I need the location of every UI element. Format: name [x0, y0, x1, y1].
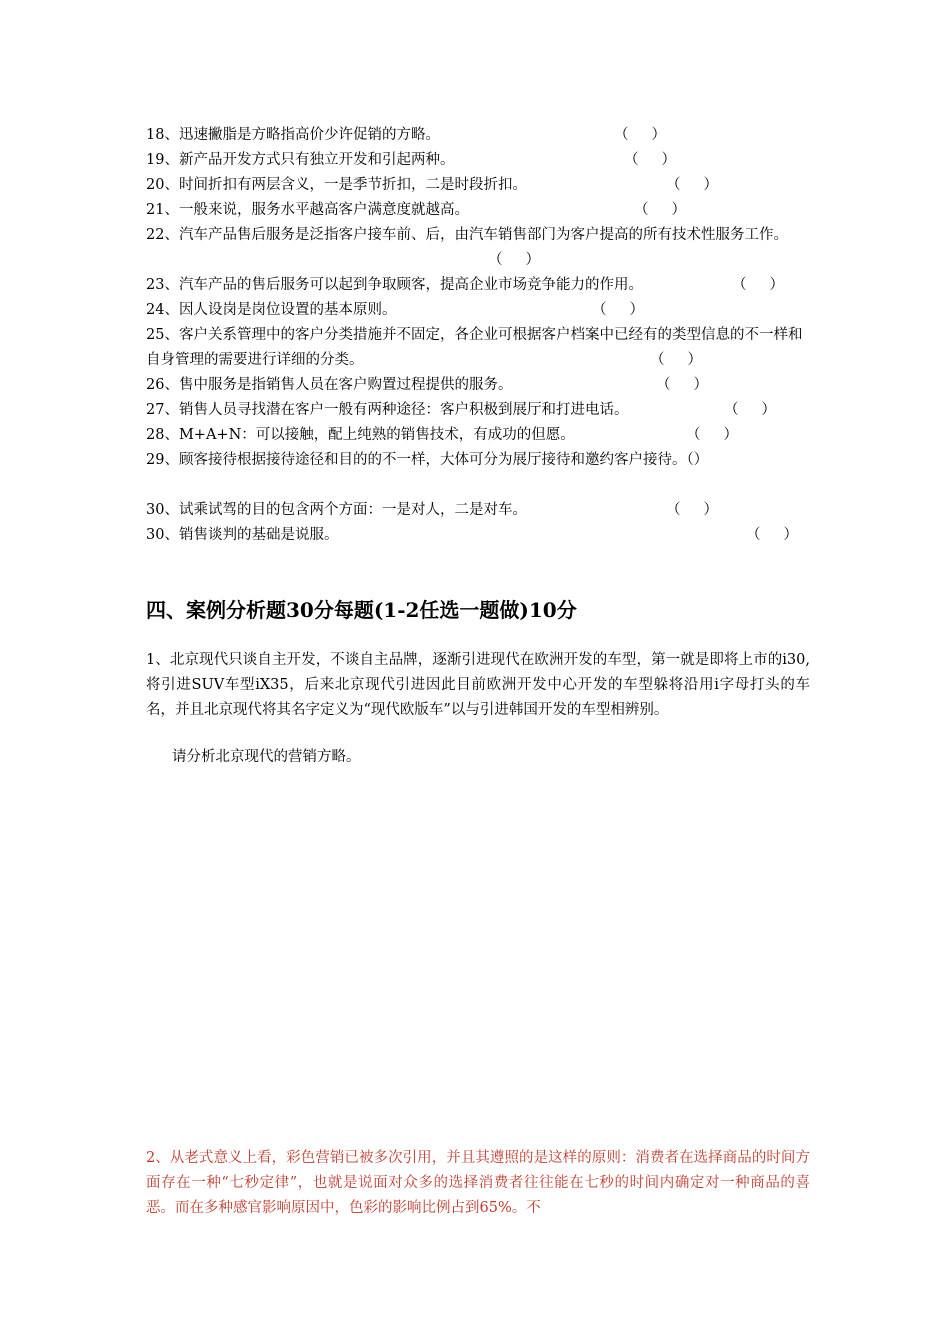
answer-parentheses: （ ） [724, 402, 777, 418]
answer-parentheses: （ ） [666, 502, 719, 518]
answer-parentheses: （ ） [634, 202, 687, 218]
answer-parentheses: （ ） [592, 302, 645, 318]
question-25: 25、客户关系管理中的客户分类措施并不固定，各企业可根据客户档案中已经有的类型信息的不一样和自身管理的需要进行详细的分类。 [146, 327, 803, 368]
answer-parentheses: （ ） [650, 352, 703, 368]
answer-parentheses: （ ） [686, 427, 739, 443]
question-22: 22、汽车产品售后服务是泛指客户接车前、后，由汽车销售部门为客户提高的所有技术性服务工作。 [146, 227, 788, 243]
answer-parentheses: （ ） [732, 277, 785, 293]
answer-parentheses: （ ） [666, 177, 719, 193]
question-30a: 30、试乘试驾的目的包含两个方面：一是对人，二是对车。 [146, 502, 527, 518]
question-19: 19、新产品开发方式只有独立开发和引起两种。 [146, 152, 455, 168]
answer-parentheses: （ ） [488, 252, 541, 268]
section-title: 四、案例分析题30分每题(1-2任选一题做)10分 [146, 598, 577, 622]
answer-parentheses: （ ） [656, 377, 709, 393]
question-21: 21、一般来说，服务水平越高客户满意度就越高。 [146, 202, 469, 218]
answer-parentheses: （ ） [614, 127, 667, 143]
case-study-1: 1、北京现代只谈自主开发，不谈自主品牌，逐渐引进现代在欧洲开发的车型，第一就是即将上市的i30,将引进SUV车型iX35，后来北京现代引进因此目前欧洲开发中心开发的车型躲将沿用i字母打头的车名，并且北京现代将其名字定义为“现代欧版车”以与引进韩国开发的车型相辨别。 [146, 652, 810, 718]
question-29: 29、顾客接待根据接待途径和目的的不一样，大体可分为展厅接待和邀约客户接待。（） [146, 452, 709, 468]
question-30b: 30、销售谈判的基础是说服。 [146, 527, 339, 543]
question-23: 23、汽车产品的售后服务可以起到争取顾客，提高企业市场竞争能力的作用。 [146, 277, 643, 293]
question-18: 18、迅速撇脂是方略指高价少许促销的方略。 [146, 127, 440, 143]
question-26: 26、售中服务是指销售人员在客户购置过程提供的服务。 [146, 377, 513, 393]
question-24: 24、因人设岗是岗位设置的基本原则。 [146, 302, 397, 318]
answer-parentheses: （ ） [624, 152, 677, 168]
case-study-2: 2、从老式意义上看，彩色营销已被多次引用，并且其遵照的是这样的原则：消费者在选择商品的时间方面存在一种“七秒定律”，也就是说面对众多的选择消费者往往能在七秒的时间内确定对一种商品的喜恶。而在多种感官影响原因中，色彩的影响比例占到65%。不 [146, 1150, 810, 1216]
question-27: 27、销售人员寻找潜在客户一般有两种途径：客户积极到展厅和打进电话。 [146, 402, 629, 418]
case-study-1-prompt: 请分析北京现代的营销方略。 [172, 749, 361, 765]
question-28: 28、M+A+N：可以接触，配上纯熟的销售技术，有成功的但愿。 [146, 427, 575, 443]
answer-parentheses: （ ） [746, 527, 799, 543]
question-20: 20、时间折扣有两层含义，一是季节折扣，二是时段折扣。 [146, 177, 527, 193]
